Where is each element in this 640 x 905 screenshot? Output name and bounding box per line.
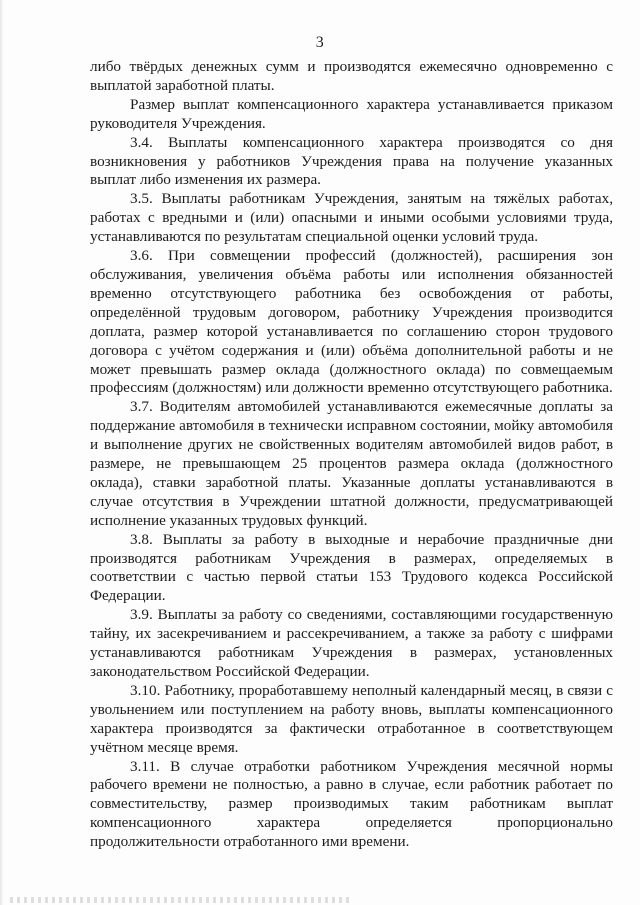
paragraph-3-9: 3.9. Выплаты за работу со сведениями, составляющими государственную тайну, их засекречиванием и рассекречиванием, а также за работу с шифрами устанавливаются работникам Учреждения в размерах, установленных законодательством Российской Федерации.: [90, 606, 613, 680]
paragraph-3-6: 3.6. При совмещении профессий (должностей), расширения зон обслуживания, увеличения объёма работы или исполнения обязанностей временно отсутствующего работника без освобождения от работы, определённой трудовым договором, работнику Учреждения производится доплата, размер которой устанавливается по соглашению сторон трудового договора с учётом содержания и (или) объёма дополнительной работы и не может превышать размер оклада (должностного оклада) по совмещаемым профессиям (должностям) или должности временно отсутствующего работника.: [90, 247, 613, 397]
paragraph-compensation-size: Размер выплат компенсационного характера устанавливается приказом руководителя Учреждения.: [90, 95, 613, 132]
scan-artifact: [10, 897, 350, 903]
page-number: 3: [315, 34, 325, 51]
scan-edge: [0, 0, 4, 905]
paragraph-continuation: либо твёрдых денежных сумм и производятся ежемесячно одновременно с выплатой заработной платы.: [90, 58, 613, 94]
paragraph-3-4: 3.4. Выплаты компенсационного характера производятся со дня возникновения у работников Учреждения права на получение указанных выплат либо изменения их размера.: [90, 133, 613, 189]
paragraph-3-8: 3.8. Выплаты за работу в выходные и нерабочие праздничные дни производятся работникам Учреждения в размерах, определяемых в соответствии с частью первой статьи 153 Трудового кодекса Российской Федерации.: [90, 530, 613, 605]
document-body: [90, 58, 613, 852]
paragraph-3-10: 3.10. Работнику, проработавшему неполный календарный месяц, в связи с увольнением или поступлением на работу вновь, выплаты компенсационного характера производятся за фактически отработанное в соответствующем учётном месяце время.: [90, 681, 613, 756]
paragraph-3-5: 3.5. Выплаты работникам Учреждения, занятым на тяжёлых работах, работах с вредными и (или) опасными и иными особыми условиями труда, устанавливаются по результатам специальной оценки условий труда.: [90, 190, 613, 246]
paragraph-3-11: 3.11. В случае отработки работником Учреждения месячной нормы рабочего времени не полностью, а равно в случае, если работник работает по совместительству, размер производимых таким работникам выплат компенсационного характера определяется пропорционально продолжительности отработанного ими времени.: [90, 757, 613, 851]
paragraph-3-7: 3.7. Водителям автомобилей устанавливаются ежемесячные доплаты за поддержание автомобиля в технически исправном состоянии, мойку автомобиля и выполнение других не свойственных водителям автомобилей видов работ, в размере, не превышающем 25 процентов размера оклада (должностного оклада), ставки заработной платы. Указанные доплаты устанавливаются в случае отсутствия в Учреждении штатной должности, предусматривающей исполнение указанных трудовых функций.: [90, 398, 613, 529]
